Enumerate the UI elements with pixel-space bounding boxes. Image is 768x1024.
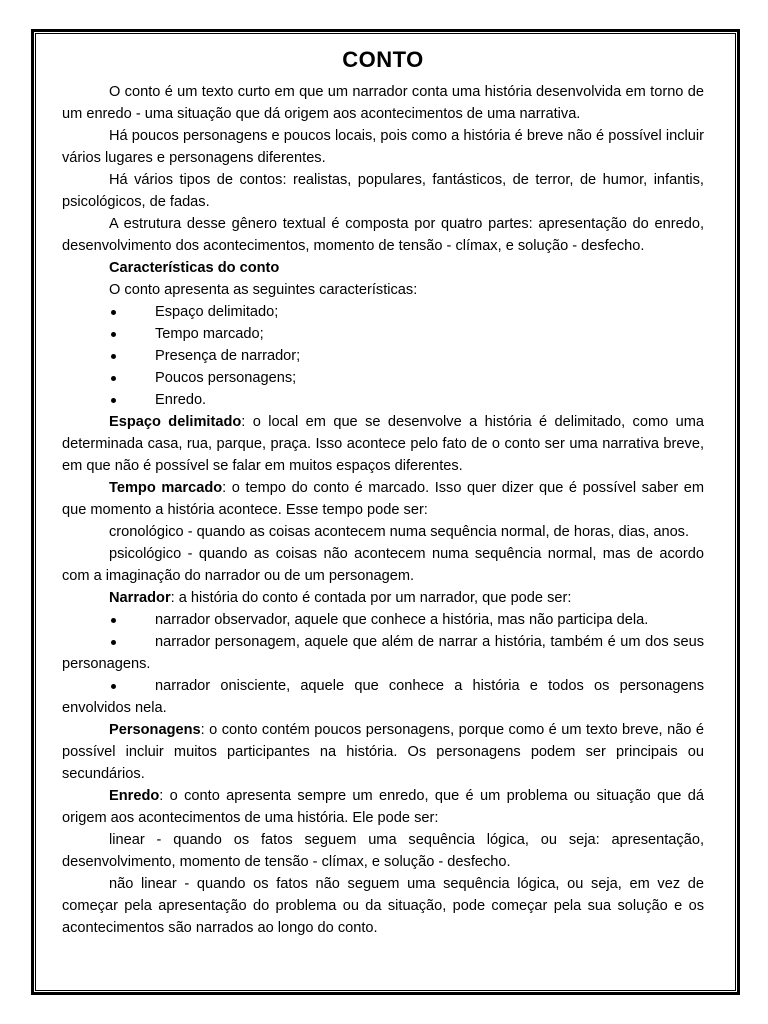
bullet-icon [111, 684, 116, 689]
enredo-type-nonlinear: não linear - quando os fatos não seguem uma sequência lógica, ou seja, em vez de começar pela apresentação do problema ou da situação, pode começar pela sua solução e os acontecimentos são narrados ao longo do conto. [62, 876, 704, 936]
bullet-icon [111, 354, 116, 359]
tempo-type-chronological: cronológico - quando as coisas acontecem numa sequência normal, de horas, dias, anos. [109, 524, 690, 540]
bullet-icon [111, 398, 116, 403]
bullet-icon [111, 310, 116, 315]
espaco-paragraph: Espaço delimitado: o local em que se desenvolve a história é delimitado, como uma determinada casa, rua, parque, praça. Isso acontece pelo fato de o conto ser uma narrativa breve, em que não é possível se falar em muitos espaços diferentes. [62, 414, 704, 474]
narrador-paragraph: Narrador: a história do conto é contada por um narrador, que pode ser: [109, 590, 572, 606]
intro-paragraph-1: O conto é um texto curto em que um narrador conta uma história desenvolvida em torno de um enredo - uma situação que dá origem aos acontecimentos de uma narrativa. [62, 84, 704, 122]
tempo-paragraph: Tempo marcado: o tempo do conto é marcado. Isso quer dizer que é possível saber em que momento a história acontece. Esse tempo pode ser: [62, 480, 705, 518]
intro-paragraph-2: Há poucos personagens e poucos locais, pois como a história é breve não é possível incluir vários lugares e personagens diferentes. [62, 128, 704, 166]
bullet-icon [111, 640, 116, 645]
list-item: Poucos personagens; [62, 367, 704, 389]
intro-paragraph-3: Há vários tipos de contos: realistas, populares, fantásticos, de terror, de humor, infantis, psicológicos, de fadas. [62, 172, 704, 210]
page-title: CONTO [342, 47, 424, 72]
intro-paragraph-4: A estrutura desse gênero textual é composta por quatro partes: apresentação do enredo, desenvolvimento dos acontecimentos, momento de tensão - clímax, e solução - desfecho. [62, 216, 704, 254]
features-intro: O conto apresenta as seguintes características: [109, 282, 418, 298]
enredo-type-linear: linear - quando os fatos seguem uma sequência lógica, ou seja: apresentação, desenvolvimento, momento de tensão - clímax, e solução - desfecho. [62, 832, 704, 870]
narrador-type-omniscient: narrador onisciente, aquele que conhece a história e todos os personagens envolvidos nela. [62, 678, 704, 716]
bullet-icon [111, 332, 116, 337]
features-heading: Características do conto [109, 260, 280, 276]
bullet-icon [111, 618, 116, 623]
list-item: Presença de narrador; [62, 345, 704, 367]
narrador-type-character: narrador personagem, aquele que além de narrar a história, também é um dos seus personagens. [62, 634, 704, 672]
tempo-type-psychological: psicológico - quando as coisas não acontecem numa sequência normal, mas de acordo com a imaginação do narrador ou de um personagem. [62, 546, 704, 584]
features-list [62, 301, 704, 411]
narrador-type-observer: narrador observador, aquele que conhece a história, mas não participa dela. [62, 609, 704, 631]
personagens-paragraph: Personagens: o conto contém poucos personagens, porque como é um texto breve, não é possível incluir muitos participantes na história. Os personagens podem ser principais ou secundários. [62, 722, 704, 782]
bullet-icon [111, 376, 116, 381]
list-item: Enredo. [62, 389, 704, 411]
enredo-paragraph: Enredo: o conto apresenta sempre um enredo, que é um problema ou situação que dá origem aos acontecimentos de uma história. Ele pode ser: [62, 788, 704, 826]
document-page [62, 44, 704, 939]
list-item: Espaço delimitado; [62, 301, 704, 323]
list-item: Tempo marcado; [62, 323, 704, 345]
